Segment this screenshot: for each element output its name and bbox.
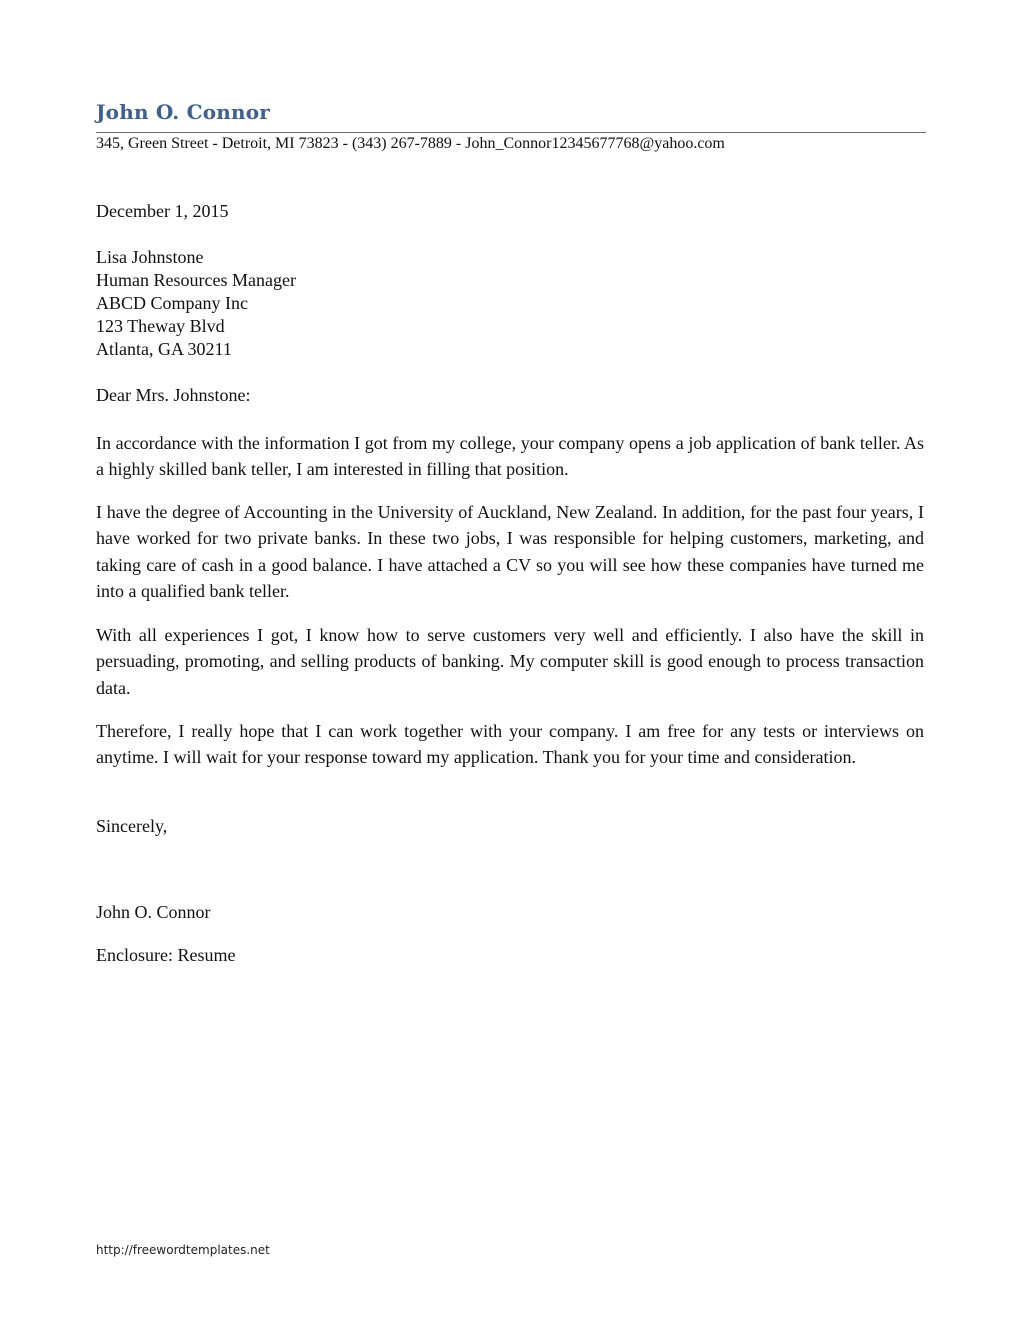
enclosure-note: Enclosure: Resume [96,945,236,965]
body-paragraph-1: In accordance with the information I got from my college, your company opens a job application of bank teller. As a highly skilled bank teller, I am interested in filling that position. [96,433,924,480]
sender-contact-line: 345, Green Street - Detroit, MI 73823 - (343) 267-7889 - John_Connor12345677768@yahoo.com [96,135,725,152]
letter-date: December 1, 2015 [96,201,229,221]
body-paragraph-3: With all experiences I got, I know how to serve customers very well and efficiently. I also have the skill in persuading, promoting, and selling products of banking. My computer skill is good enough to process transaction data. [96,625,924,698]
header-divider [96,132,926,133]
signature-name: John O. Connor [96,902,211,922]
footer-url: http://freewordtemplates.net [96,1243,270,1257]
body-paragraph-4: Therefore, I really hope that I can work together with your company. I am free for any tests or interviews on anytime. I will wait for your response toward my application. Thank you for your time and consideration. [96,721,924,768]
closing: Sincerely, [96,816,168,836]
salutation: Dear Mrs. Johnstone: [96,385,251,405]
recipient-address-block [96,246,924,361]
recipient-street: 123 Theway Blvd [96,316,225,336]
recipient-name: Lisa Johnstone [96,247,204,267]
body-paragraph-2: I have the degree of Accounting in the University of Auckland, New Zealand. In addition, for the past four years, I have worked for two private banks. In these two jobs, I was responsible for helping customers, marketing, and taking care of cash in a good balance. I have attached a CV so you will see how these companies have turned me into a qualified bank teller. [96,502,924,601]
recipient-company: ABCD Company Inc [96,293,248,313]
sender-name: John O. Connor [96,100,271,124]
recipient-city: Atlanta, GA 30211 [96,339,232,359]
recipient-title: Human Resources Manager [96,270,296,290]
